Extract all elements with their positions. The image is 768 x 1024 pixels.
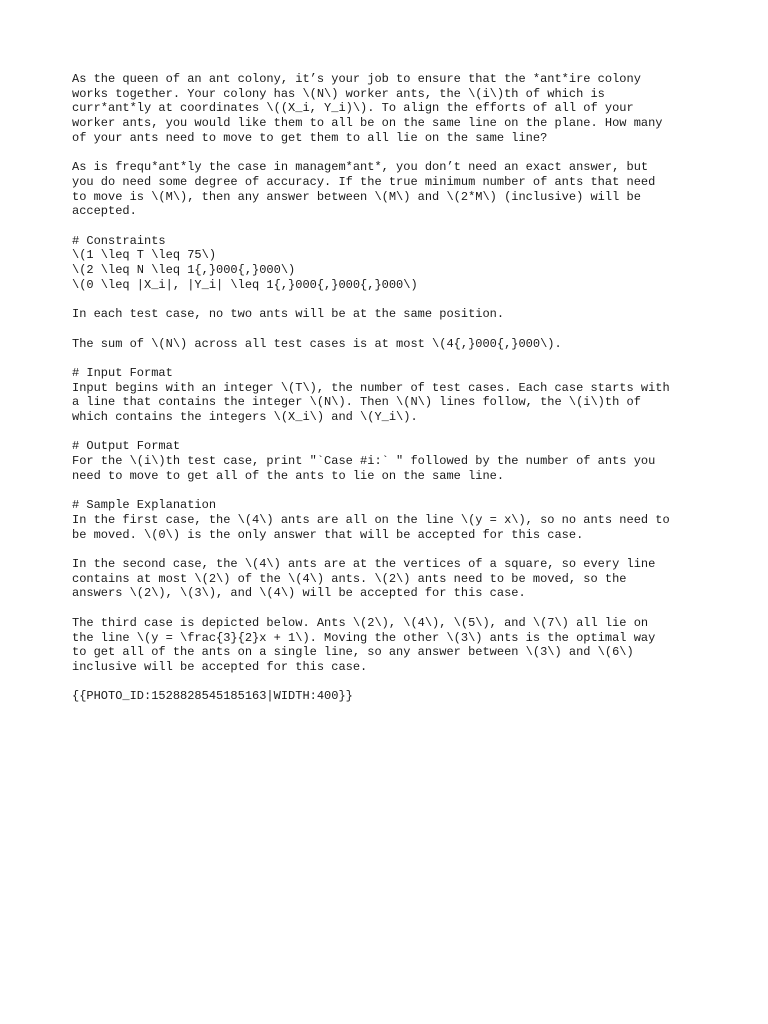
constraints-section: # Constraints \(1 \leq T \leq 75\) \(2 \leq N \leq 1{,}000{,}000\) \(0 \leq |X_i|, |Y_i| \leq 1{,}000{,}000{,}000\) [72,233,418,292]
intro-paragraph: As the queen of an ant colony, it’s your job to ensure that the *ant*ire colony works together. Your colony has \(N\) worker ants, the \(i\)th of which is curr*ant*ly at coordinates \((X_i, Y_i)\). To align the efforts of all of your worker ants, you would like them to all be on the same line on the plane. How many of your ants need to move to get them to all lie on the same line? [72,72,663,145]
sum-constraint-note: The sum of \(N\) across all test cases is at most \(4{,}000{,}000\). [72,336,562,351]
second-case-paragraph: In the second case, the \(4\) ants are at the vertices of a square, so every line contains at most \(2\) of the \(4\) ants. \(2\) ants need to be moved, so the answers \(2\), \(3\), and \(4\) will be accepted for this case. [72,557,656,601]
output-format-section: # Output Format For the \(i\)th test case, print "`Case #i:` " followed by the number of ants you need to move to get all of the ants to lie on the same line. [72,439,656,483]
photo-placeholder: {{PHOTO_ID:1528828545185163|WIDTH:400}} [72,689,353,704]
unique-position-note: In each test case, no two ants will be at the same position. [72,307,505,322]
input-format-section: # Input Format Input begins with an integer \(T\), the number of test cases. Each case starts with a line that contains the integer \(N\). Then \(N\) lines follow, the \(i\)th of which contains the integers \(X_i\) and \(Y_i\). [72,365,670,425]
sample-explanation-section: # Sample Explanation In the first case, the \(4\) ants are all on the line \(y = x\), so no ants need to be moved. \(0\) is the only answer that will be accepted for this case. [72,498,670,542]
accuracy-paragraph: As is frequ*ant*ly the case in managem*ant*, you don’t need an exact answer, but you do need some degree of accuracy. If the true minimum number of ants that need to move is \(M\), then any answer between \(M\) and \(2*M\) (inclusive) will be accepted. [72,160,656,219]
document-body [72,72,712,704]
third-case-paragraph: The third case is depicted below. Ants \(2\), \(4\), \(5\), and \(7\) all lie on the line \(y = \frac{3}{2}x + 1\). Moving the other \(3\) ants is the optimal way to get all of the ants on a single line, so any answer between \(3\) and \(6\) inclusive will be accepted for this case. [72,615,656,674]
